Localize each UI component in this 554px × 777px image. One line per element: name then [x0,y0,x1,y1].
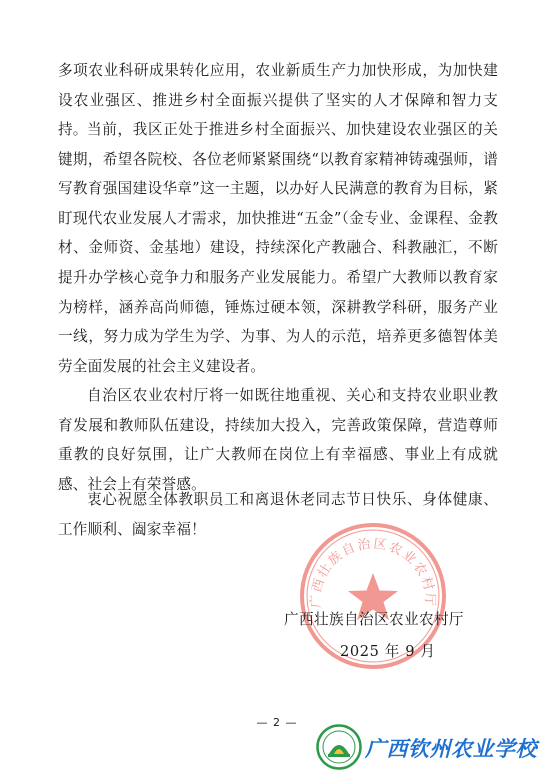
signing-organization: 广西壮族自治区农业农村厅 [284,611,464,628]
paragraph-3: 自治区农业农村厅将一如既往地重视、关心和支持农业职业教育发展和教师队伍建设，持续加大投入，完善政策保障，营造尊师重教的良好氛围，让广大教师在岗位上有幸福感、事业上有成就感、社会上有荣誉感。 [58,387,498,493]
paragraph-2: 当前，我区正处于推进乡村全面振兴、加快建设农业强区的关键期，希望各院校、各位老师紧紧围绕“以教育家精神铸魂强师，谱写教育强国建设华章”这一主题，以办好人民满意的教育为目标，紧盯现代农业发展人才需求，加快推进“五金”（金专业、金课程、金教材、金师资、金基地）建设，持续深化产教融合、科教融汇，不断提升办学核心竞争力和服务产业发展能力。希望广大教师以教育家为榜样，涵养高尚师德，锤炼过硬本领，深耕教学科研，服务产业一线，努力成为学生为学、为事、为人的示范，培养更多德智体美劳全面发展的社会主义建设者。 [58,121,498,375]
paragraph-1: 多项农业科研成果转化应用，农业新质生产力加快形成，为加快建设农业强区、推进乡村全面振兴提供了坚实的人才保障和智力支持。 [58,62,498,139]
signing-date: 2025 年 9 月 [340,643,436,660]
paragraph-4: 衷心祝愿全体教职员工和离退休老同志节日快乐、身体健康、工作顺利、阖家幸福！ [58,491,498,538]
school-logo-icon [316,724,362,770]
svg-text:广西壮族自治区农业农村厅: 广西壮族自治区农业农村厅 [308,536,438,609]
school-watermark-text: 广西钦州农业学校 [365,737,537,761]
page-number: — 2 — [256,716,298,729]
